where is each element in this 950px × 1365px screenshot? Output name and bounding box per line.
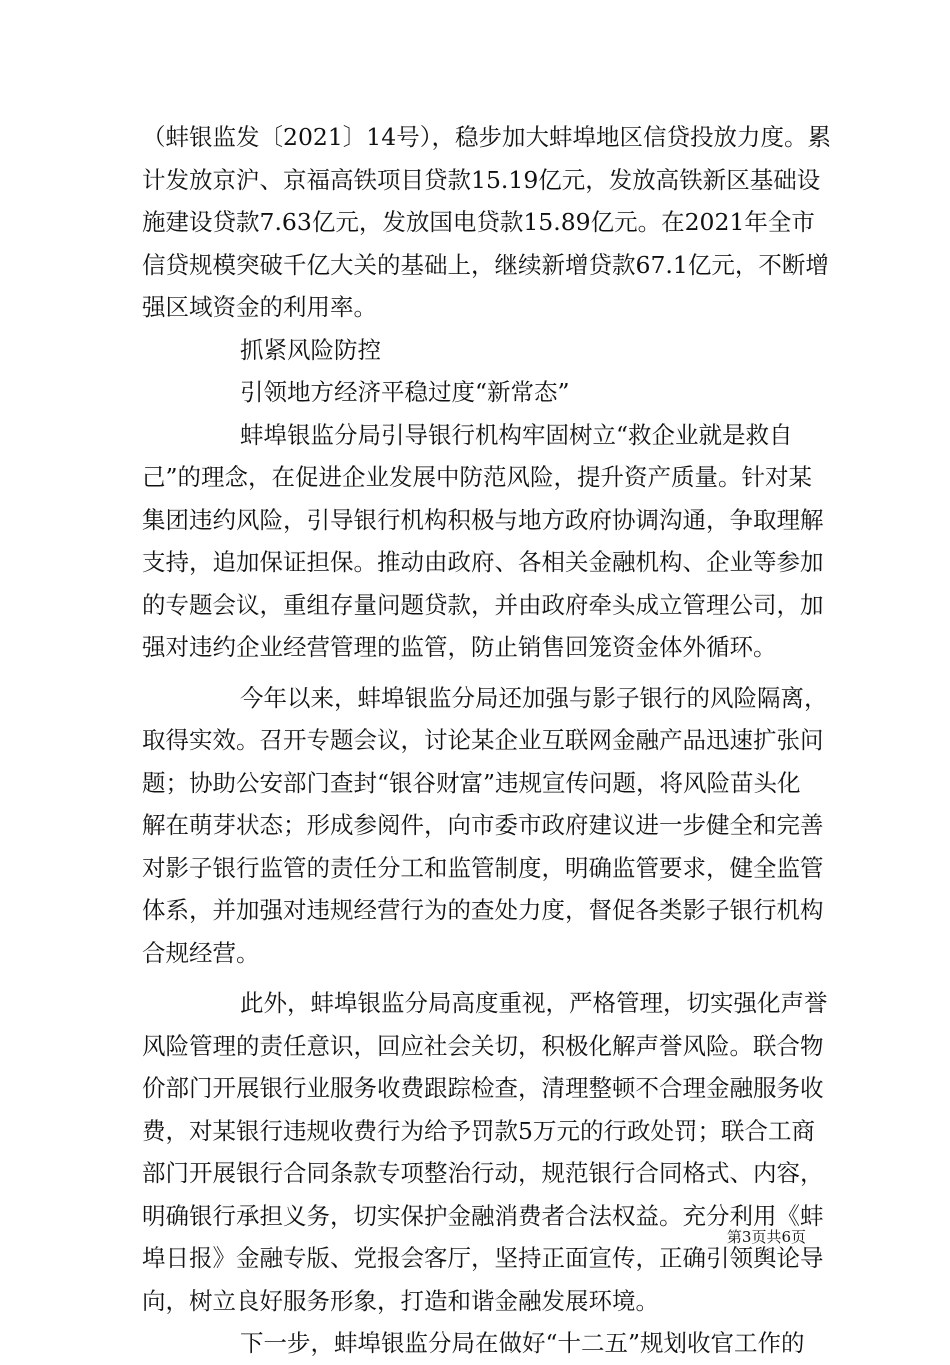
text-line: 施建设贷款7.63亿元，发放国电贷款15.89亿元。在2021年全市	[142, 208, 815, 236]
text-line: 强对违约企业经营管理的监管，防止销售回笼资金体外循环。	[142, 633, 777, 661]
section-subheading: 引领地方经济平稳过度“新常态”	[240, 378, 570, 406]
paragraph	[142, 1322, 822, 1365]
text-line: 支持，追加保证担保。推动由政府、各相关金融机构、企业等参加	[142, 548, 824, 576]
paragraph	[142, 982, 828, 1322]
text-line: 体系，并加强对违规经营行为的查处力度，督促各类影子银行机构	[142, 896, 824, 924]
document-body	[142, 116, 831, 1365]
text-line: 此外，蚌埠银监分局高度重视，严格管理，切实强化声誉	[240, 989, 828, 1017]
text-line: 风险管理的责任意识，回应社会关切，积极化解声誉风险。联合物	[142, 1031, 824, 1060]
text-line: 价部门开展银行业服务收费跟踪检查，清理整顿不合理金融服务收	[142, 1074, 824, 1102]
text-line: 今年以来，蚌埠银监分局还加强与影子银行的风险隔离，	[240, 683, 828, 712]
text-line: 题；协助公安部门查封“银谷财富”违规宣传问题，将风险苗头化	[142, 768, 801, 797]
section-heading: 抓紧风险防控	[240, 335, 381, 364]
text-line: 埠日报》金融专版、党报会客厅，坚持正面宣传，正确引领舆论导	[142, 1244, 824, 1272]
text-line: 取得实效。召开专题会议，讨论某企业互联网金融产品迅速扩张问	[142, 726, 824, 754]
text-line: 的专题会议，重组存量问题贷款，并由政府牵头成立管理公司，加	[142, 590, 824, 619]
page-number: 第3页共6页	[726, 1228, 806, 1246]
text-line: 蚌埠银监分局引导银行机构牢固树立“救企业就是救自	[240, 420, 793, 449]
text-line: 费，对某银行违规收费行为给予罚款5万元的行政处罚；联合工商	[142, 1116, 815, 1145]
text-line: 下一步，蚌埠银监分局在做好“十二五”规划收官工作的	[240, 1329, 805, 1357]
text-line: 明确银行承担义务，切实保护金融消费者合法权益。充分利用《蚌	[142, 1201, 824, 1230]
text-line: （蚌银监发〔2021〕14号），稳步加大蚌埠地区信贷投放力度。累	[142, 123, 831, 151]
text-line: 强区域资金的利用率。	[142, 293, 377, 321]
text-line: 向，树立良好服务形象，打造和谐金融发展环境。	[142, 1286, 659, 1315]
text-line: 集团违约风险，引导银行机构积极与地方政府协调沟通，争取理解	[142, 505, 824, 534]
text-line: 解在萌芽状态；形成参阅件，向市委市政府建议进一步健全和完善	[142, 811, 824, 839]
text-line: 计发放京沪、京福高铁项目贷款15.19亿元，发放高铁新区基础设	[142, 165, 821, 194]
text-line: 部门开展银行合同条款专项整治行动，规范银行合同格式、内容，	[142, 1159, 824, 1187]
text-line: 信贷规模突破千亿大关的基础上，继续新增贷款67.1亿元，不断增	[142, 250, 829, 279]
text-line: 己”的理念，在促进企业发展中防范风险，提升资产质量。针对某	[142, 463, 813, 491]
text-line: 合规经营。	[142, 938, 260, 967]
text-line: 对影子银行监管的责任分工和监管制度，明确监管要求，健全监管	[142, 853, 824, 882]
paragraph	[142, 116, 831, 329]
paragraph	[142, 677, 828, 975]
paragraph	[142, 414, 822, 669]
